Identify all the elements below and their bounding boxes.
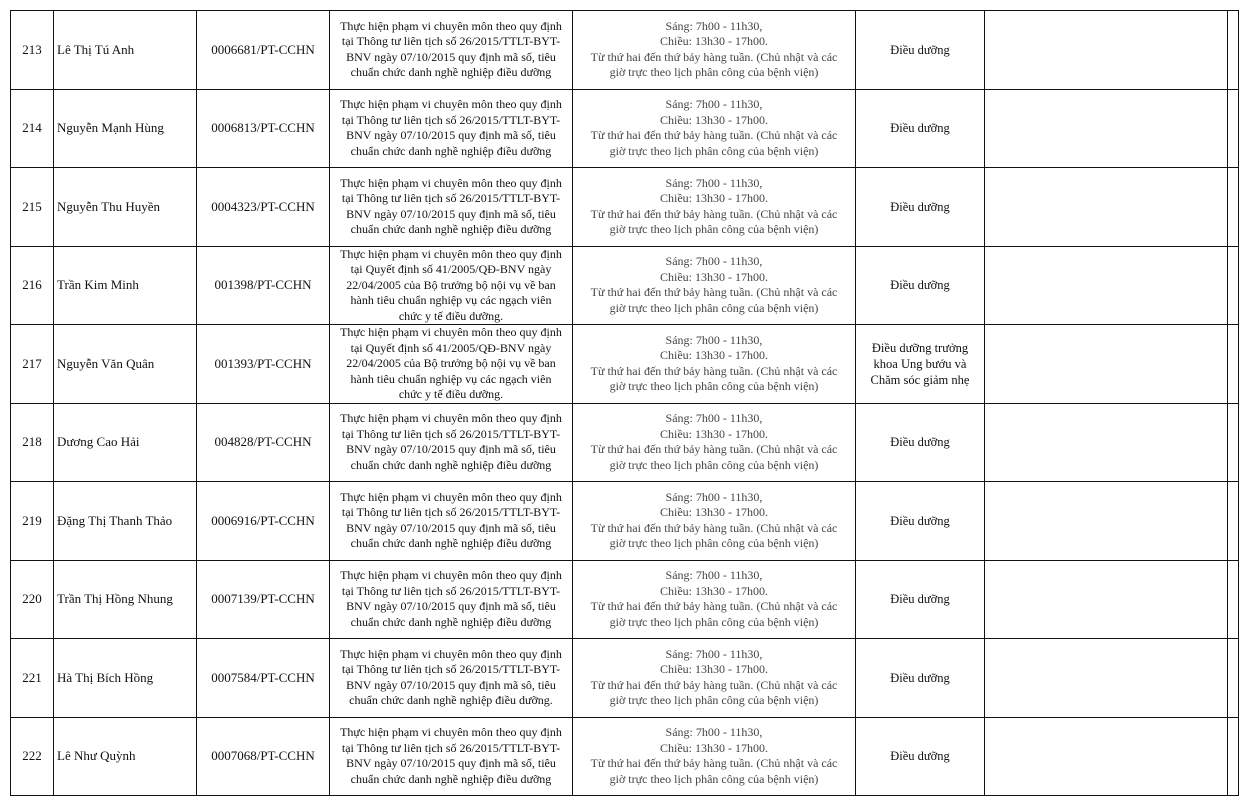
job-position [856, 403, 985, 482]
practice-scope-line: Thực hiện phạm vi chuyên môn theo quy định [340, 646, 562, 661]
table-row [11, 168, 1239, 247]
working-hours-line: Từ thứ hai đến thứ bảy hàng tuần. (Chủ nhật và các [590, 756, 838, 771]
practice-scope-line: Thực hiện phạm vi chuyên môn theo quy định [340, 489, 562, 504]
table-row [11, 246, 1239, 325]
working-hours-line: Sáng: 7h00 - 11h30, [665, 254, 763, 269]
working-hours-line: Sáng: 7h00 - 11h30, [665, 332, 763, 347]
empty-cell [985, 403, 1228, 482]
practice-scope-line: Thực hiện phạm vi chuyên môn theo quy định [340, 568, 562, 583]
practice-scope [330, 482, 573, 561]
practice-scope-line: chuẩn chức danh nghề nghiệp điều dưỡng [350, 222, 552, 237]
practice-scope-line: tại Thông tư liên tịch số 26/2015/TTLT-BYT- [341, 112, 561, 127]
empty-cell-narrow [1228, 717, 1239, 796]
empty-cell-narrow [1228, 639, 1239, 718]
practice-scope [330, 560, 573, 639]
working-hours-line: Sáng: 7h00 - 11h30, [665, 489, 763, 504]
working-hours-line: Chiều: 13h30 - 17h00. [660, 740, 768, 755]
working-hours-line: Từ thứ hai đến thứ bảy hàng tuần. (Chủ nhật và các [590, 520, 838, 535]
working-hours-line: giờ trực theo lịch phân công của bệnh viện) [609, 614, 819, 629]
table-row [11, 560, 1239, 639]
working-hours-line: Sáng: 7h00 - 11h30, [665, 175, 763, 190]
empty-cell-narrow [1228, 325, 1239, 404]
empty-cell-narrow [1228, 246, 1239, 325]
working-hours-line: Chiều: 13h30 - 17h00. [660, 583, 768, 598]
practitioner-table [10, 10, 1239, 796]
practitioner-name: Hà Thị Bích Hồng [54, 639, 197, 718]
practice-scope-line: chuẩn chức danh nghề nghiệp điều dưỡng [350, 536, 552, 551]
row-number: 221 [11, 639, 54, 718]
working-hours-line: giờ trực theo lịch phân công của bệnh viện) [609, 65, 819, 80]
working-hours-line: Từ thứ hai đến thứ bảy hàng tuần. (Chủ nhật và các [590, 442, 838, 457]
working-hours-line: giờ trực theo lịch phân công của bệnh viện) [609, 300, 819, 315]
row-number: 217 [11, 325, 54, 404]
job-position [856, 89, 985, 168]
practice-scope-line: hành tiêu chuẩn nghiệp vụ các ngạch viên [350, 371, 552, 386]
certificate-number: 0006813/PT-CCHN [197, 89, 330, 168]
certificate-number: 001393/PT-CCHN [197, 325, 330, 404]
practice-scope-line: BNV ngày 07/10/2015 quy định mã số, tiêu [346, 520, 556, 535]
working-hours-line: giờ trực theo lịch phân công của bệnh viện) [609, 771, 819, 786]
practice-scope-line: BNV ngày 07/10/2015 quy định mã số, tiêu [346, 599, 556, 614]
row-number: 216 [11, 246, 54, 325]
job-position-line: Chăm sóc giảm nhẹ [870, 372, 970, 387]
job-position-line: Điều dưỡng [890, 278, 950, 293]
practice-scope [330, 403, 573, 482]
practice-scope [330, 89, 573, 168]
practitioner-name: Nguyễn Thu Huyền [54, 168, 197, 247]
working-hours-line: Từ thứ hai đến thứ bảy hàng tuần. (Chủ nhật và các [590, 49, 838, 64]
working-hours-line: Chiều: 13h30 - 17h00. [660, 191, 768, 206]
certificate-number: 001398/PT-CCHN [197, 246, 330, 325]
job-position [856, 639, 985, 718]
empty-cell-narrow [1228, 168, 1239, 247]
job-position-line: Điều dưỡng [890, 592, 950, 607]
working-hours-line: Sáng: 7h00 - 11h30, [665, 725, 763, 740]
practitioner-name: Trần Kim Minh [54, 246, 197, 325]
practice-scope-line: BNV ngày 07/10/2015 quy định mã số, tiêu [346, 206, 556, 221]
table-row [11, 639, 1239, 718]
job-position-line: Điều dưỡng [890, 42, 950, 57]
working-hours-line: Chiều: 13h30 - 17h00. [660, 348, 768, 363]
practice-scope-line: Thực hiện phạm vi chuyên môn theo quy định [340, 246, 562, 261]
practitioner-name: Lê Thị Tú Anh [54, 11, 197, 90]
practice-scope [330, 325, 573, 404]
job-position-line: Điều dưỡng [890, 199, 950, 214]
practitioner-name: Nguyễn Mạnh Hùng [54, 89, 197, 168]
working-hours-line: giờ trực theo lịch phân công của bệnh viện) [609, 457, 819, 472]
practice-scope-line: chức y tế điều dưỡng. [398, 387, 504, 401]
table-row [11, 11, 1239, 90]
practice-scope-line: tại Thông tư liên tịch số 26/2015/TTLT-BYT- [341, 740, 561, 755]
practice-scope-line: tại Thông tư liên tịch số 26/2015/TTLT-BYT- [341, 34, 561, 49]
certificate-number: 0006681/PT-CCHN [197, 11, 330, 90]
job-position [856, 168, 985, 247]
working-hours [573, 246, 856, 325]
practice-scope [330, 168, 573, 247]
practitioner-name: Dương Cao Hải [54, 403, 197, 482]
table-row [11, 403, 1239, 482]
practitioner-name: Trần Thị Hồng Nhung [54, 560, 197, 639]
practice-scope-line: 22/04/2005 của Bộ trưởng bộ nội vụ về ban [346, 356, 556, 370]
working-hours-line: Sáng: 7h00 - 11h30, [665, 411, 763, 426]
practice-scope-line: Thực hiện phạm vi chuyên môn theo quy định [340, 325, 562, 339]
empty-cell [985, 168, 1228, 247]
job-position-line: Điều dưỡng [890, 670, 950, 685]
table-row [11, 717, 1239, 796]
practice-scope-line: chức y tế điều dưỡng. [398, 308, 504, 323]
working-hours-line: Chiều: 13h30 - 17h00. [660, 505, 768, 520]
job-position-line: khoa Ung bướu và [873, 356, 967, 371]
practice-scope-line: chuẩn chức danh nghề nghiệp điều dưỡng [350, 457, 552, 472]
practice-scope-line: Thực hiện phạm vi chuyên môn theo quy định [340, 175, 562, 190]
job-position-line: Điều dưỡng [890, 513, 950, 528]
empty-cell [985, 325, 1228, 404]
working-hours [573, 482, 856, 561]
practice-scope [330, 639, 573, 718]
empty-cell-narrow [1228, 11, 1239, 90]
certificate-number: 004828/PT-CCHN [197, 403, 330, 482]
practice-scope-line: Thực hiện phạm vi chuyên môn theo quy định [340, 18, 562, 33]
practice-scope-line: chuẩn chức danh nghề nghiệp điều dưỡng [350, 65, 552, 80]
working-hours-line: Chiều: 13h30 - 17h00. [660, 112, 768, 127]
empty-cell-narrow [1228, 482, 1239, 561]
empty-cell-narrow [1228, 89, 1239, 168]
certificate-number: 0007584/PT-CCHN [197, 639, 330, 718]
job-position [856, 325, 985, 404]
certificate-number: 0007139/PT-CCHN [197, 560, 330, 639]
empty-cell [985, 639, 1228, 718]
certificate-number: 0004323/PT-CCHN [197, 168, 330, 247]
working-hours-line: Chiều: 13h30 - 17h00. [660, 34, 768, 49]
certificate-number: 0006916/PT-CCHN [197, 482, 330, 561]
working-hours-line: Chiều: 13h30 - 17h00. [660, 662, 768, 677]
practice-scope-line: tại Thông tư liên tịch số 26/2015/TTLT-BYT- [341, 662, 561, 677]
working-hours-line: giờ trực theo lịch phân công của bệnh viện) [609, 536, 819, 551]
working-hours-line: Chiều: 13h30 - 17h00. [660, 269, 768, 284]
practice-scope-line: chuẩn chức danh nghề nghiệp điều dưỡng. [349, 693, 553, 708]
working-hours-line: Từ thứ hai đến thứ bảy hàng tuần. (Chủ nhật và các [590, 285, 838, 300]
row-number: 218 [11, 403, 54, 482]
working-hours-line: Từ thứ hai đến thứ bảy hàng tuần. (Chủ nhật và các [590, 128, 838, 143]
working-hours-line: Sáng: 7h00 - 11h30, [665, 646, 763, 661]
job-position [856, 482, 985, 561]
job-position [856, 560, 985, 639]
working-hours-line: giờ trực theo lịch phân công của bệnh viện) [609, 222, 819, 237]
practice-scope-line: tại Quyết định số 41/2005/QĐ-BNV ngày [350, 340, 552, 355]
empty-cell [985, 89, 1228, 168]
table-body [11, 11, 1239, 796]
row-number: 222 [11, 717, 54, 796]
empty-cell [985, 482, 1228, 561]
practice-scope [330, 717, 573, 796]
row-number: 219 [11, 482, 54, 561]
empty-cell-narrow [1228, 403, 1239, 482]
practice-scope-line: BNV ngày 07/10/2015 quy định mã số, tiêu [346, 756, 556, 771]
practice-scope-line: Thực hiện phạm vi chuyên môn theo quy định [340, 725, 562, 740]
practice-scope-line: BNV ngày 07/10/2015 quy định mã số, tiêu [346, 128, 556, 143]
practice-scope-line: 22/04/2005 của Bộ trưởng bộ nội vụ về ban [346, 277, 556, 292]
practitioner-name: Nguyễn Văn Quân [54, 325, 197, 404]
table-row [11, 482, 1239, 561]
working-hours [573, 639, 856, 718]
empty-cell [985, 560, 1228, 639]
practice-scope-line: BNV ngày 07/10/2015 quy định mã số, tiêu [346, 442, 556, 457]
working-hours [573, 325, 856, 404]
row-number: 213 [11, 11, 54, 90]
job-position-line: Điều dưỡng trưởng [871, 340, 969, 355]
working-hours-line: Từ thứ hai đến thứ bảy hàng tuần. (Chủ nhật và các [590, 363, 838, 378]
practice-scope-line: hành tiêu chuẩn nghiệp vụ các ngạch viên [350, 293, 552, 307]
job-position [856, 717, 985, 796]
table-row [11, 325, 1239, 404]
working-hours-line: Sáng: 7h00 - 11h30, [665, 568, 763, 583]
job-position-line: Điều dưỡng [890, 749, 950, 764]
certificate-number: 0007068/PT-CCHN [197, 717, 330, 796]
practice-scope-line: BNV ngày 07/10/2015 quy định mã số, tiêu [346, 49, 556, 64]
row-number: 214 [11, 89, 54, 168]
practice-scope-line: tại Thông tư liên tịch số 26/2015/TTLT-BYT- [341, 583, 561, 598]
working-hours [573, 403, 856, 482]
working-hours [573, 11, 856, 90]
empty-cell [985, 11, 1228, 90]
practice-scope-line: tại Thông tư liên tịch số 26/2015/TTLT-BYT- [341, 191, 561, 206]
working-hours-line: giờ trực theo lịch phân công của bệnh viện) [609, 143, 819, 158]
working-hours [573, 717, 856, 796]
working-hours-line: Từ thứ hai đến thứ bảy hàng tuần. (Chủ nhật và các [590, 206, 838, 221]
row-number: 220 [11, 560, 54, 639]
practitioner-name: Lê Như Quỳnh [54, 717, 197, 796]
practitioner-name: Đặng Thị Thanh Thảo [54, 482, 197, 561]
practice-scope-line: tại Thông tư liên tịch số 26/2015/TTLT-BYT- [341, 505, 561, 520]
row-number: 215 [11, 168, 54, 247]
working-hours-line: Sáng: 7h00 - 11h30, [665, 18, 763, 33]
job-position-line: Điều dưỡng [890, 435, 950, 450]
practice-scope [330, 11, 573, 90]
practice-scope [330, 246, 573, 325]
working-hours-line: giờ trực theo lịch phân công của bệnh viện) [609, 693, 819, 708]
job-position [856, 11, 985, 90]
practice-scope-line: chuẩn chức danh nghề nghiệp điều dưỡng [350, 614, 552, 629]
working-hours [573, 168, 856, 247]
empty-cell [985, 246, 1228, 325]
practice-scope-line: Thực hiện phạm vi chuyên môn theo quy định [340, 411, 562, 426]
working-hours-line: Sáng: 7h00 - 11h30, [665, 97, 763, 112]
practice-scope-line: tại Quyết định số 41/2005/QĐ-BNV ngày [350, 262, 552, 276]
working-hours-line: Từ thứ hai đến thứ bảy hàng tuần. (Chủ nhật và các [590, 599, 838, 614]
empty-cell [985, 717, 1228, 796]
job-position-line: Điều dưỡng [890, 121, 950, 136]
job-position [856, 246, 985, 325]
working-hours-line: Từ thứ hai đến thứ bảy hàng tuần. (Chủ nhật và các [590, 677, 838, 692]
working-hours [573, 560, 856, 639]
practice-scope-line: Thực hiện phạm vi chuyên môn theo quy định [340, 97, 562, 112]
practice-scope-line: chuẩn chức danh nghề nghiệp điều dưỡng [350, 771, 552, 786]
practice-scope-line: chuẩn chức danh nghề nghiệp điều dưỡng [350, 143, 552, 158]
working-hours [573, 89, 856, 168]
table-row [11, 89, 1239, 168]
working-hours-line: Chiều: 13h30 - 17h00. [660, 426, 768, 441]
practice-scope-line: tại Thông tư liên tịch số 26/2015/TTLT-BYT- [341, 426, 561, 441]
practice-scope-line: BNV ngày 07/10/2015 quy định mã sô, tiêu [346, 677, 556, 692]
working-hours-line: giờ trực theo lịch phân công của bệnh viện) [609, 379, 819, 394]
empty-cell-narrow [1228, 560, 1239, 639]
